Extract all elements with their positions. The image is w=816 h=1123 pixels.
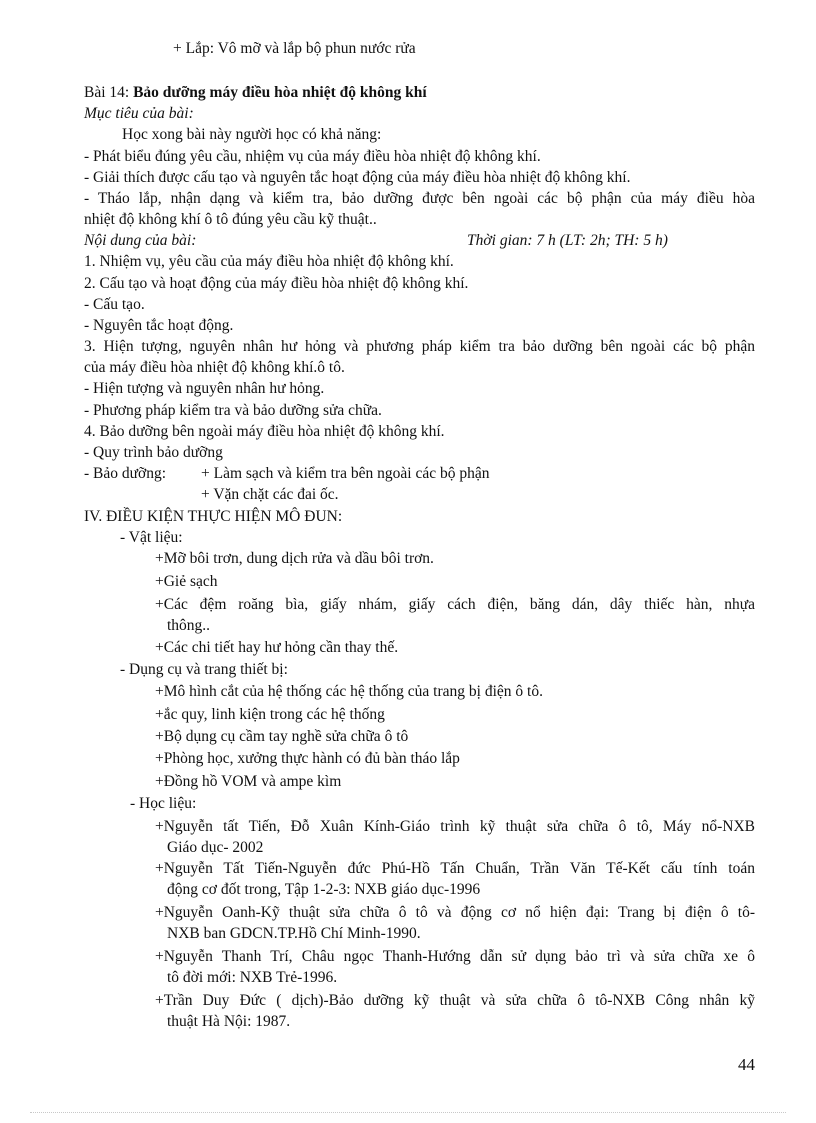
objective-item: - Tháo lắp, nhận dạng và kiểm tra, bảo dưỡng được bên ngoài các bộ phận của máy điều hòa	[84, 190, 755, 207]
objective-item: - Phát biểu đúng yêu cầu, nhiệm vụ của máy điều hòa nhiệt độ không khí.	[84, 148, 541, 165]
doc-item: +Nguyễn Thanh Trí, Châu ngọc Thanh-Hướng dẫn sử dụng bảo trì và sửa chữa xe ô	[155, 948, 755, 965]
material-item: +Các chi tiết hay hư hỏng cần thay thế.	[155, 639, 399, 656]
content-item: - Nguyên tắc hoạt động.	[84, 317, 234, 334]
lesson-title-line	[84, 83, 427, 103]
bao-duong-item: + Vặn chặt các đai ốc.	[201, 486, 339, 503]
doc-item: Giáo dục- 2002	[167, 839, 264, 856]
material-item: +Các đệm roăng bìa, giấy nhám, giấy cách điện, băng dán, dây thiếc hàn, nhựa	[155, 596, 755, 613]
lap-line: + Lắp: Vô mỡ và lắp bộ phun nước rửa	[173, 40, 416, 57]
doc-item: tô đời mới: NXB Trẻ-1996.	[167, 969, 338, 986]
doc-item: +Nguyễn Oanh-Kỹ thuật sửa chữa ô tô và động cơ nổ hiện đại: Trang bị điện ô tô-	[155, 904, 755, 921]
page-number: 44	[738, 1055, 755, 1074]
tools-heading: - Dụng cụ và trang thiết bị:	[120, 661, 288, 678]
lesson-title: Bảo dưỡng máy điều hòa nhiệt độ không khí	[133, 84, 427, 101]
tool-item: +ắc quy, linh kiện trong các hệ thống	[155, 706, 385, 723]
bao-duong-label: - Bảo dưỡng:	[84, 465, 167, 482]
doc-item: +Nguyễn tất Tiến, Đỗ Xuân Kính-Giáo trình kỹ thuật sửa chữa ô tô, Máy nổ-NXB	[155, 818, 755, 835]
tool-item: +Mô hình cắt của hệ thống các hệ thống của trang bị điện ô tô.	[155, 683, 543, 700]
content-item: - Cấu tạo.	[84, 296, 145, 313]
content-heading: Nội dung của bài:	[84, 232, 197, 249]
tool-item: +Bộ dụng cụ cầm tay nghề sửa chữa ô tô	[155, 728, 409, 745]
doc-item: +Trần Duy Đức ( dịch)-Bảo dưỡng kỹ thuật và sửa chữa ô tô-NXB Công nhân kỹ	[155, 992, 755, 1009]
material-item: thông..	[167, 617, 211, 634]
content-item: 2. Cấu tạo và hoạt động của máy điều hòa nhiệt độ không khí.	[84, 275, 469, 292]
material-item: +Mỡ bôi trơn, dung dịch rửa và dầu bôi trơn.	[155, 550, 434, 567]
objectives-heading: Mục tiêu của bài:	[84, 105, 194, 122]
content-item: của máy điều hòa nhiệt độ không khí.ô tô.	[84, 359, 345, 376]
objectives-intro: Học xong bài này người học có khả năng:	[122, 126, 382, 143]
materials-heading: - Vật liệu:	[120, 529, 183, 546]
doc-item: +Nguyễn Tất Tiến-Nguyễn đức Phú-Hồ Tấn Chuẩn, Trần Văn Tế-Kết cấu tính toán	[155, 860, 755, 877]
content-item: - Phương pháp kiểm tra và bảo dưỡng sửa chữa.	[84, 402, 382, 419]
content-item: - Hiện tượng và nguyên nhân hư hỏng.	[84, 380, 325, 397]
objective-item: nhiệt độ không khí ô tô đúng yêu cầu kỹ thuật..	[84, 211, 377, 228]
content-item: 4. Bảo dưỡng bên ngoài máy điều hòa nhiệt độ không khí.	[84, 423, 445, 440]
section-iv-heading: IV. ĐIỀU KIỆN THỰC HIỆN MÔ ĐUN:	[84, 508, 343, 525]
doc-item: NXB ban GDCN.TP.Hồ Chí Minh-1990.	[167, 925, 421, 942]
content-item: 1. Nhiệm vụ, yêu cầu của máy điều hòa nhiệt độ không khí.	[84, 253, 454, 270]
bao-duong-item: + Làm sạch và kiểm tra bên ngoài các bộ phận	[201, 465, 490, 482]
tool-item: +Đồng hồ VOM và ampe kìm	[155, 773, 342, 790]
doc-item: động cơ đốt trong, Tập 1-2-3: NXB giáo dục-1996	[167, 881, 481, 898]
objective-item: - Giải thích được cấu tạo và nguyên tắc hoạt động của máy điều hòa nhiệt độ không khí.	[84, 169, 631, 186]
page-bottom-rule	[30, 1112, 786, 1113]
tool-item: +Phòng học, xưởng thực hành có đủ bàn tháo lắp	[155, 750, 460, 767]
content-item: - Quy trình bảo dưỡng	[84, 444, 223, 461]
lesson-label: Bài 14:	[84, 84, 134, 101]
content-item: 3. Hiện tượng, nguyên nhân hư hỏng và phương pháp kiểm tra bảo dưỡng bên ngoài các bộ phận	[84, 338, 755, 355]
time-allocation: Thời gian: 7 h (LT: 2h; TH: 5 h)	[467, 232, 668, 249]
doc-item: thuật Hà Nội: 1987.	[167, 1013, 291, 1030]
material-item: +Giẻ sạch	[155, 573, 218, 590]
docs-heading: - Học liệu:	[130, 795, 197, 812]
